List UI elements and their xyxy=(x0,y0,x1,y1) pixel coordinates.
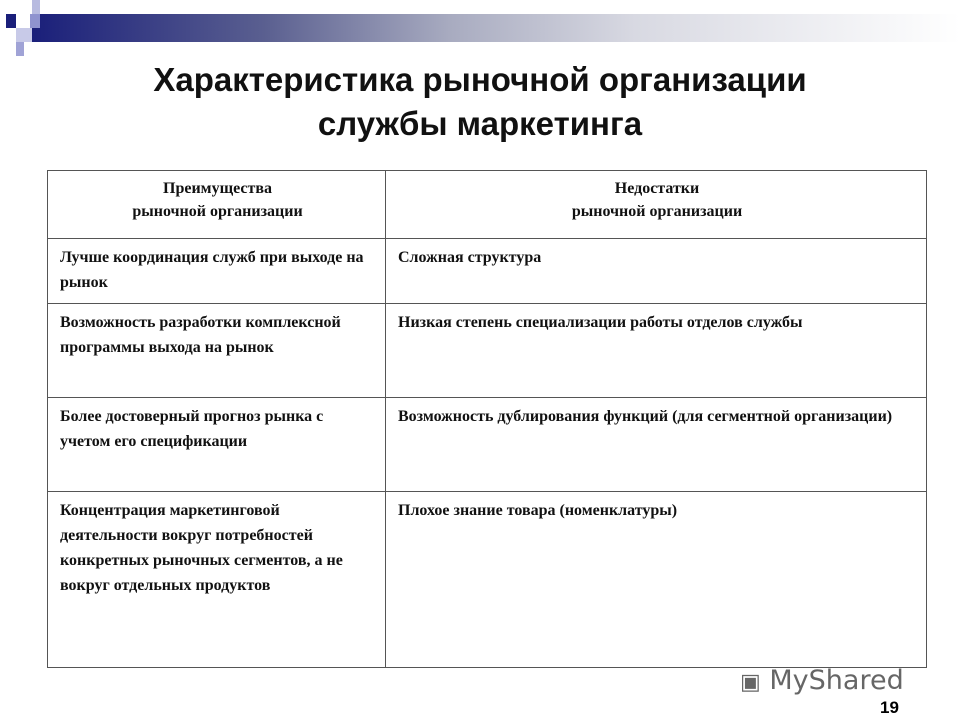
table-row xyxy=(48,398,927,492)
advantage-cell: Возможность разработки комплексной программы выхода на рынок xyxy=(48,304,386,398)
header-line: рыночной организации xyxy=(571,203,743,220)
advantage-cell: Более достоверный прогноз рынка с учетом его спецификации xyxy=(48,398,386,492)
disadvantage-cell: Сложная структура xyxy=(386,239,927,304)
table-row xyxy=(48,239,927,304)
table-row xyxy=(48,304,927,398)
disadvantage-cell: Низкая степень специализации работы отделов службы xyxy=(386,304,927,398)
decor-square xyxy=(16,42,24,56)
slide-title xyxy=(0,58,960,146)
header-advantages xyxy=(48,171,386,239)
header-line: Недостатки xyxy=(614,180,700,197)
watermark-text: MyShared xyxy=(769,665,904,696)
page-number: 19 xyxy=(880,698,899,717)
table-header-row xyxy=(48,171,927,239)
decor-square xyxy=(30,14,40,28)
disadvantage-cell: Плохое знание товара (номенклатуры) xyxy=(386,492,927,668)
advantage-cell: Лучше координация служб при выходе на рынок xyxy=(48,239,386,304)
comparison-table xyxy=(47,170,927,668)
watermark xyxy=(740,667,904,695)
table-row xyxy=(48,492,927,668)
decor-square xyxy=(16,28,32,42)
header-line: Преимущества xyxy=(163,180,272,197)
decor-square xyxy=(32,0,40,14)
disadvantage-cell: Возможность дублирования функций (для сегментной организации) xyxy=(386,398,927,492)
header-gradient-bar xyxy=(32,14,960,42)
advantage-cell: Концентрация маркетинговой деятельности вокруг потребностей конкретных рыночных сегментов, а не вокруг отдельных продуктов xyxy=(48,492,386,668)
title-line: службы маркетинга xyxy=(317,105,643,142)
header-line: рыночной организации xyxy=(132,203,303,220)
decor-square xyxy=(6,14,16,28)
header-disadvantages xyxy=(386,171,927,239)
title-line: Характеристика рыночной организации xyxy=(153,61,807,98)
presentation-icon: ▣ xyxy=(740,670,761,695)
